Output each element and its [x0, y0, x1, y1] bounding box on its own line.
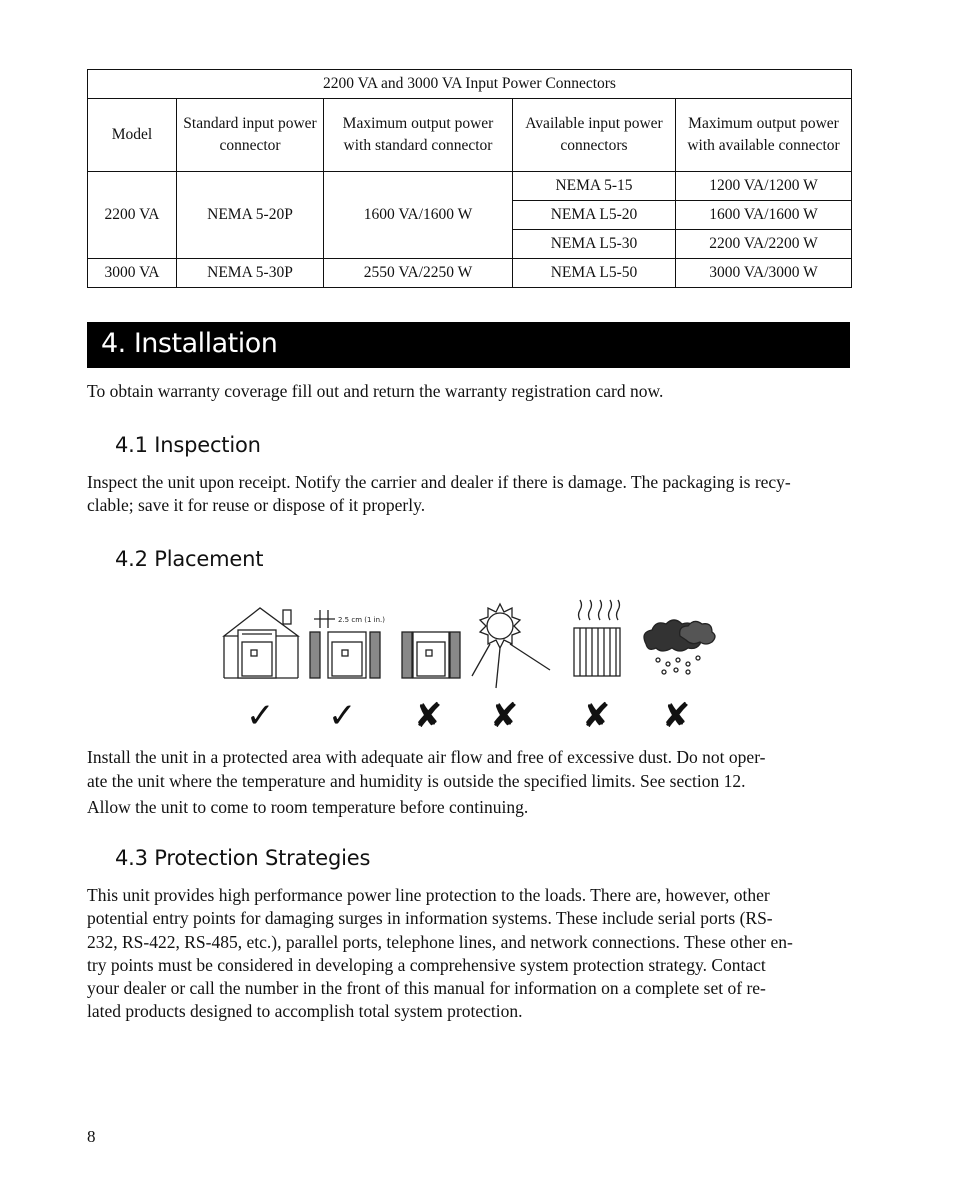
- placement-heading: 4.2 Placement: [115, 547, 264, 571]
- header-max-output-standard: Maximum output power with standard connector: [324, 99, 513, 172]
- cell-model: 2200 VA: [88, 172, 177, 259]
- text-line: lated products designed to accomplish total system protection.: [87, 1001, 523, 1022]
- cell-connector: NEMA L5-30: [513, 230, 676, 259]
- header-max-output-available: Maximum output power with available connector: [676, 99, 852, 172]
- text-line: try points must be considered in developing a comprehensive system protection strategy. Contact: [87, 954, 766, 975]
- text-line: Install the unit in a protected area with adequate air flow and free of excessive dust. Do not oper-: [87, 747, 766, 767]
- table-row: [88, 259, 852, 288]
- cell-connector: NEMA L5-20: [513, 201, 676, 230]
- placement-paragraph: [87, 745, 852, 819]
- check-icon: ✓: [246, 696, 275, 736]
- text-line: 232, RS-422, RS-485, etc.), parallel ports, telephone lines, and network connections. These other en-: [87, 931, 793, 952]
- header-available-connectors: Available input power connectors: [513, 99, 676, 172]
- house-icon: [224, 608, 298, 678]
- text-line: ate the unit where the temperature and humidity is outside the specified limits. See section 12.: [87, 771, 746, 791]
- cell-max-standard: 2550 VA/2250 W: [324, 259, 513, 288]
- text-line: your dealer or call the number in the front of this manual for information on a complete set of re-: [87, 978, 766, 999]
- text-line: This unit provides high performance power line protection to the loads. There are, however, other: [87, 885, 770, 905]
- inspection-heading: 4.1 Inspection: [115, 433, 261, 457]
- cell-connector: NEMA 5-15: [513, 172, 676, 201]
- section-title-bar: [87, 322, 850, 368]
- rain-cloud-icon: [644, 620, 715, 674]
- cell-standard: NEMA 5-20P: [177, 172, 324, 259]
- table-row: [88, 172, 852, 201]
- cross-icon: ✘: [414, 696, 443, 736]
- section-title: 4. Installation: [101, 328, 278, 359]
- text-line: Inspect the unit upon receipt. Notify the carrier and dealer if there is damage. The packaging is recy-: [87, 472, 791, 492]
- header-model: Model: [88, 99, 177, 172]
- protection-heading: 4.3 Protection Strategies: [115, 846, 371, 870]
- cross-icon: ✘: [582, 696, 611, 736]
- cell-max: 2200 VA/2200 W: [676, 230, 852, 259]
- input-power-connectors-table: [87, 69, 852, 288]
- inspection-paragraph: [87, 471, 852, 518]
- table-caption: 2200 VA and 3000 VA Input Power Connectors: [88, 70, 852, 99]
- cell-max: 3000 VA/3000 W: [676, 259, 852, 288]
- protection-paragraph: [87, 884, 852, 1024]
- cell-max-standard: 1600 VA/1600 W: [324, 172, 513, 259]
- cross-icon: ✘: [662, 696, 691, 736]
- cell-standard: NEMA 5-30P: [177, 259, 324, 288]
- cell-model: 3000 VA: [88, 259, 177, 288]
- placement-marks: [218, 696, 718, 736]
- cell-max: 1200 VA/1200 W: [676, 172, 852, 201]
- cell-max: 1600 VA/1600 W: [676, 201, 852, 230]
- cell-connector: NEMA L5-50: [513, 259, 676, 288]
- header-standard-connector: Standard input power connector: [177, 99, 324, 172]
- cross-icon: ✘: [490, 696, 519, 736]
- no-clearance-icon: [402, 632, 460, 678]
- check-icon: ✓: [328, 696, 357, 736]
- sun-icon: [472, 604, 550, 688]
- radiator-icon: [574, 600, 620, 676]
- text-line: potential entry points for damaging surges in information systems. These include serial ports (RS-: [87, 908, 773, 929]
- intro-paragraph: To obtain warranty coverage fill out and return the warranty registration card now.: [87, 381, 664, 401]
- text-line: clable; save it for reuse or dispose of it properly.: [87, 495, 426, 516]
- page-number: 8: [87, 1127, 96, 1146]
- clearance-label: 2.5 cm (1 in.): [338, 616, 385, 624]
- text-line: Allow the unit to come to room temperature before continuing.: [87, 797, 529, 817]
